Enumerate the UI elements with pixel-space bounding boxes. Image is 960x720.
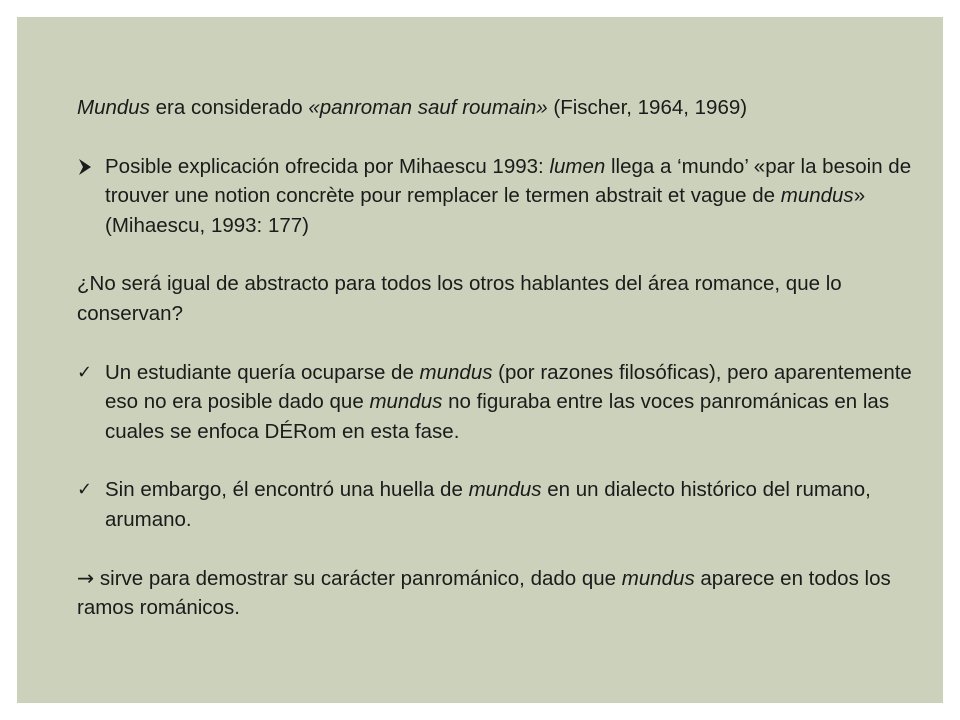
slide — [17, 17, 943, 703]
text-run: Posible explicación ofrecida por Mihaescu 1993: — [105, 154, 550, 178]
bullet-student-text — [105, 361, 912, 443]
bullet-student — [77, 358, 927, 447]
text-run: llega a ‘mundo’ «par la besoin de trouver une notion concrète pour remplacer le termen abstrait et vague de — [105, 154, 912, 208]
conclusion-text — [77, 567, 891, 620]
intro-line — [77, 93, 927, 123]
bullet-trace — [77, 475, 927, 534]
text-run: aparece en todos los ramos románicos. — [77, 566, 891, 620]
text-run: era considerado — [149, 96, 309, 119]
question-line — [77, 269, 927, 328]
italic-term: lumen — [549, 154, 606, 178]
right-arrow-icon: → — [77, 565, 95, 590]
text-run: » (Mihaescu, 1993: 177) — [105, 184, 866, 237]
italic-term: mundus — [369, 390, 443, 414]
italic-term: mundus — [621, 566, 695, 590]
italic-term: «panroman sauf roumain» — [308, 96, 548, 119]
text-run: no figuraba entre las voces panrománicas en las cuales se enfoca DÉRom en esta fase. — [105, 390, 890, 443]
italic-term: mundus — [780, 184, 854, 208]
bullet-trace-text — [105, 478, 871, 531]
text-run: (Fischer, 1964, 1969) — [547, 96, 748, 119]
italic-term: mundus — [468, 478, 542, 502]
italic-term: mundus — [419, 360, 493, 384]
text-run: en un dialecto histórico del rumano, arumano. — [105, 478, 871, 531]
slide-content — [77, 93, 927, 623]
text-run: Un estudiante quería ocuparse de — [105, 360, 420, 384]
text-run: sirve para demostrar su carácter panrománico, dado que — [94, 566, 622, 590]
checkmark-bullet-icon: ✓ — [77, 479, 93, 501]
checkmark-bullet-icon: ✓ — [77, 361, 93, 383]
text-run: ¿No será igual de abstracto para todos los otros hablantes del área romance, que lo conservan? — [77, 272, 842, 325]
italic-term: Mundus — [77, 96, 150, 119]
bullet-explanation-text — [105, 155, 911, 237]
text-run: Sin embargo, él encontró una huella de — [105, 478, 469, 502]
text-run: (por razones filosóficas), pero aparentemente eso no era posible dado que — [105, 360, 912, 414]
bullet-explanation — [77, 152, 927, 241]
conclusion-line — [77, 564, 927, 623]
